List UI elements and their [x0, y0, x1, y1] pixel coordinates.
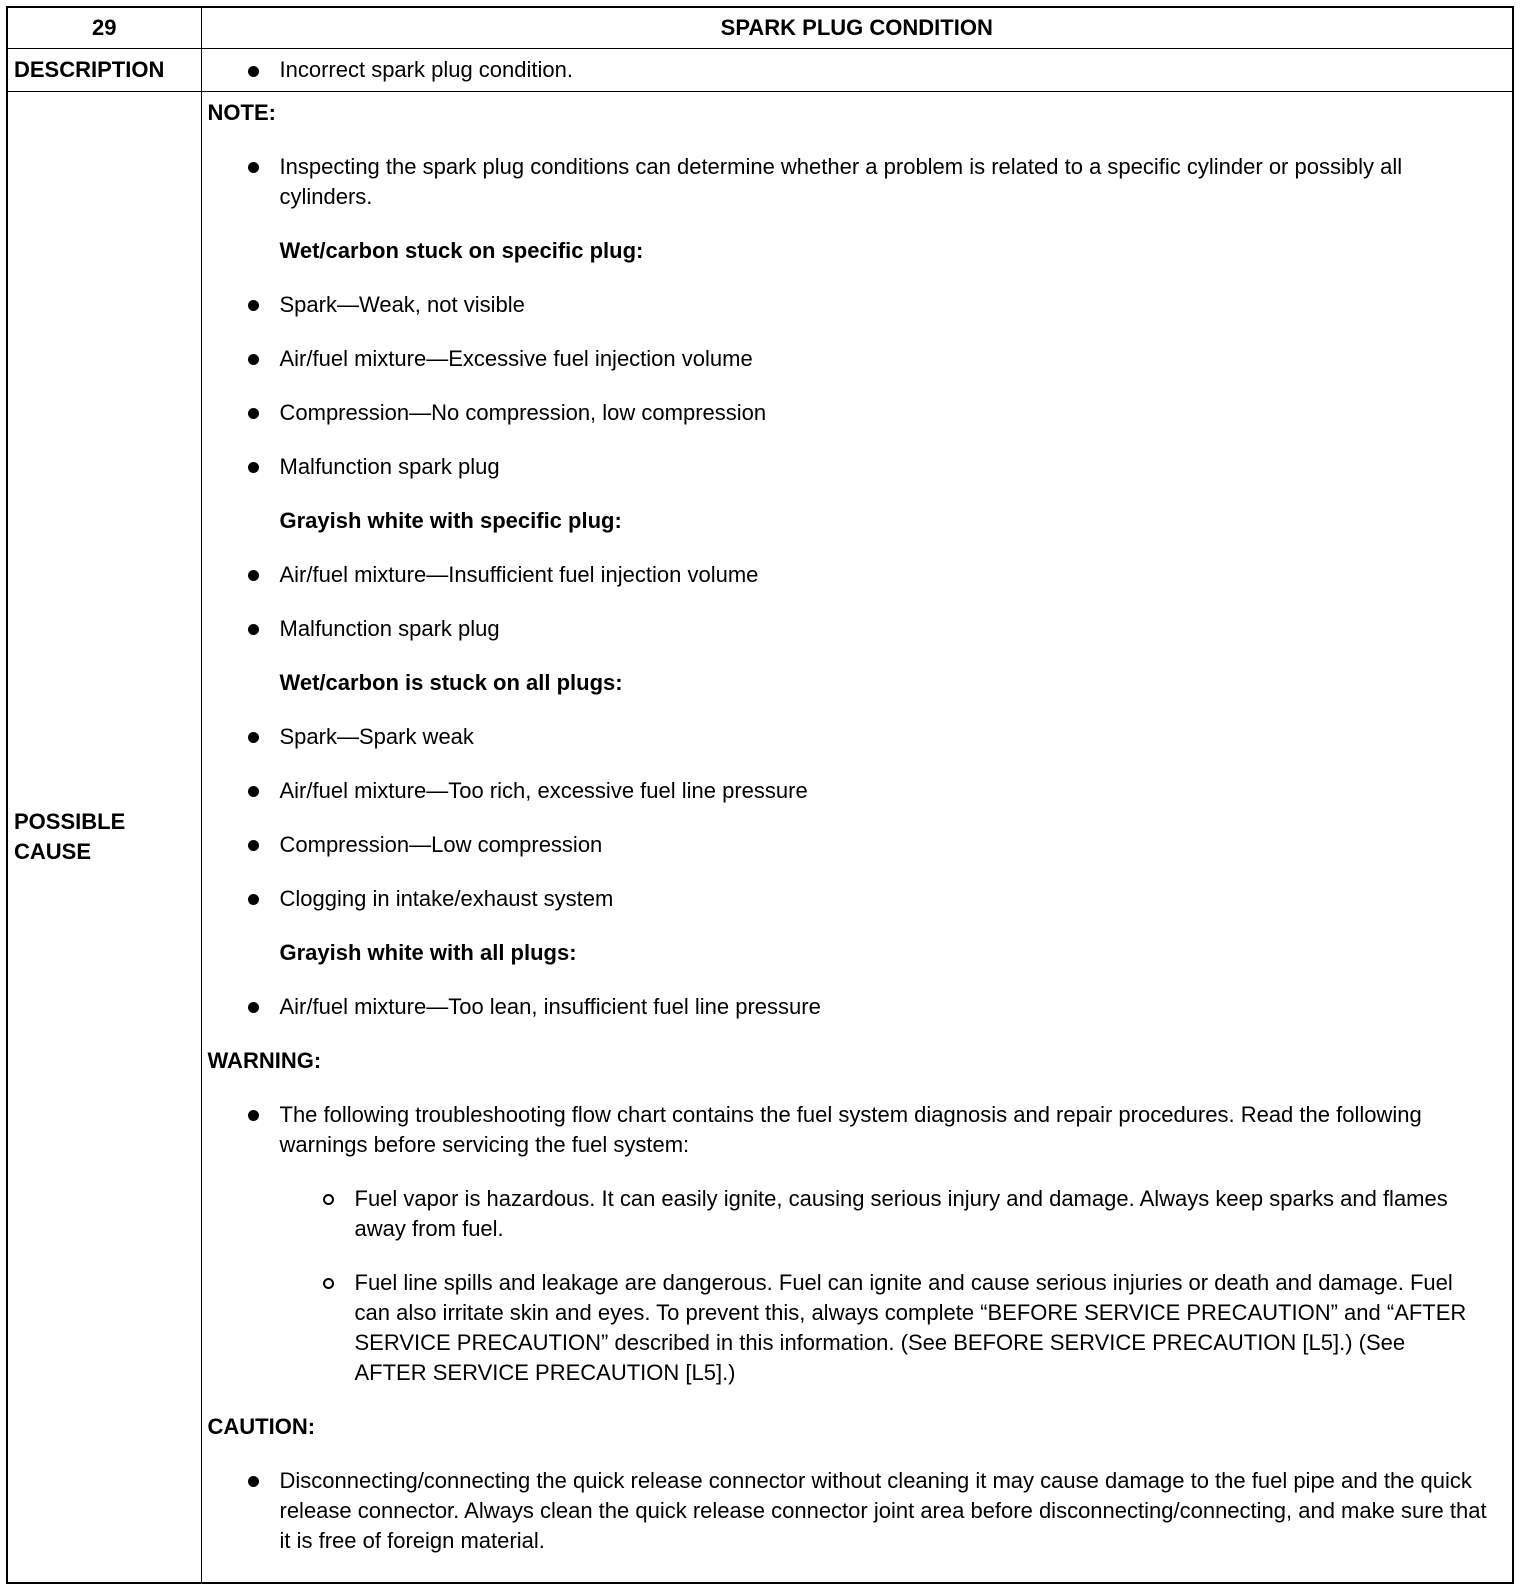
- list-item: Air/fuel mixture—Excessive fuel injection volume: [202, 344, 1513, 374]
- list-item: Air/fuel mixture—Too rich, excessive fuel line pressure: [202, 776, 1513, 806]
- caution-heading: CAUTION:: [207, 1414, 316, 1439]
- description-row: [8, 49, 1512, 92]
- spark-plug-condition-table: [6, 6, 1514, 1584]
- description-text: Incorrect spark plug condition.: [202, 57, 1513, 83]
- possible-cause-label-line2: CAUSE: [14, 839, 92, 864]
- table-title: SPARK PLUG CONDITION: [201, 8, 1512, 49]
- list-item: Clogging in intake/exhaust system: [202, 884, 1513, 914]
- group-title: Grayish white with specific plug:: [279, 508, 622, 533]
- caution-text: Disconnecting/connecting the quick release connector without cleaning it may cause damage to the fuel pipe and the quick release connector. Always clean the quick release connector joint area before disconnecting/connecting, and make sure that it is free of foreign material.: [202, 1466, 1513, 1556]
- possible-cause-label-line1: POSSIBLE: [14, 809, 126, 834]
- list-item: Compression—No compression, low compression: [202, 398, 1513, 428]
- warning-intro: The following troubleshooting flow chart contains the fuel system diagnosis and repair procedures. Read the following warnings before servicing the fuel system:: [202, 1100, 1513, 1160]
- warning-heading: WARNING:: [207, 1048, 322, 1073]
- description-label: DESCRIPTION: [8, 49, 201, 92]
- group-title: Wet/carbon stuck on specific plug:: [279, 238, 644, 263]
- list-item: Air/fuel mixture—Too lean, insufficient fuel line pressure: [202, 992, 1513, 1022]
- warning-item: Fuel line spills and leakage are dangerous. Fuel can ignite and cause serious injuries or death and damage. Fuel can also irritate skin and eyes. To prevent this, always complete “BEFORE SERVICE PRECAUTION” and “AFTER SERVICE PRECAUTION” described in this information. (See BEFORE SERVICE PRECAUTION [L5].) (See AFTER SERVICE PRECAUTION [L5].): [202, 1268, 1513, 1388]
- possible-cause-row: [8, 92, 1512, 1583]
- list-item: Spark—Weak, not visible: [202, 290, 1513, 320]
- group-title: Wet/carbon is stuck on all plugs:: [279, 670, 623, 695]
- note-heading: NOTE:: [207, 100, 276, 125]
- list-item: Malfunction spark plug: [202, 614, 1513, 644]
- note-intro: Inspecting the spark plug conditions can determine whether a problem is related to a specific cylinder or possibly all cylinders.: [202, 152, 1513, 212]
- warning-item: Fuel vapor is hazardous. It can easily ignite, causing serious injury and damage. Always keep sparks and flames away from fuel.: [202, 1184, 1513, 1244]
- list-item: Spark—Spark weak: [202, 722, 1513, 752]
- group-title: Grayish white with all plugs:: [279, 940, 577, 965]
- list-item: Malfunction spark plug: [202, 452, 1513, 482]
- list-item: Compression—Low compression: [202, 830, 1513, 860]
- step-number: 29: [8, 8, 201, 49]
- header-row: [8, 8, 1512, 49]
- list-item: Air/fuel mixture—Insufficient fuel injection volume: [202, 560, 1513, 590]
- possible-cause-label: [8, 92, 201, 1583]
- possible-cause-content: [201, 92, 1512, 1583]
